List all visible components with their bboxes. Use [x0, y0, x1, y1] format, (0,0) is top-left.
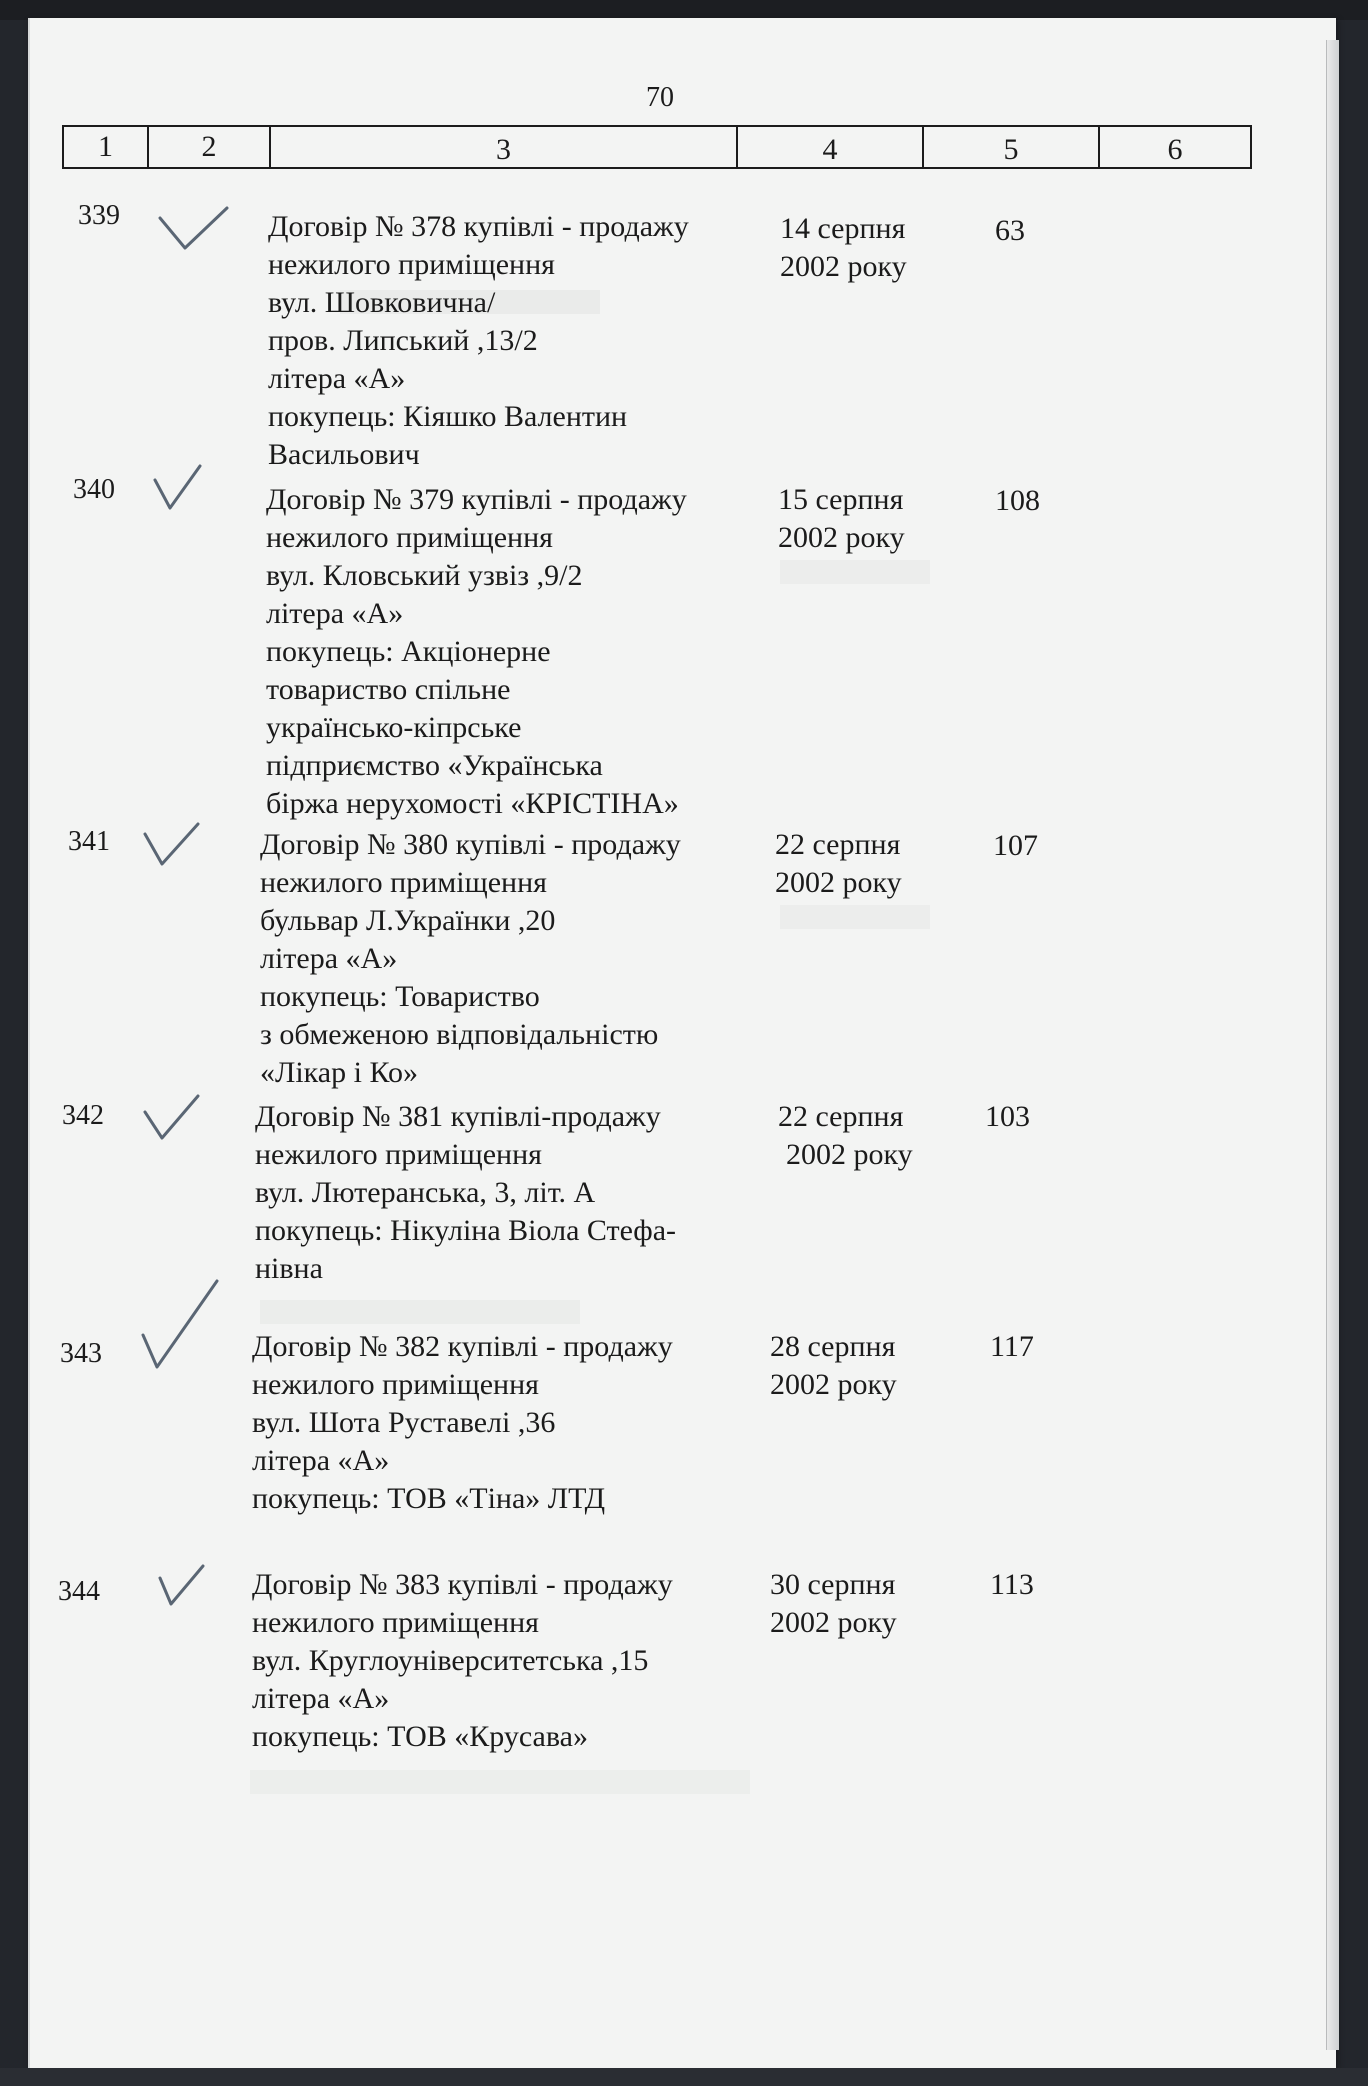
entry-number: 341: [68, 826, 110, 857]
header-cell: 4: [737, 126, 923, 168]
date-line: 30 серпня: [770, 1568, 896, 1601]
check-mark-icon: [140, 816, 205, 871]
description-line: нежилого приміщення: [268, 248, 555, 281]
date-line: 2002 року: [770, 1368, 897, 1401]
entry-description: [260, 826, 681, 1092]
entry-pages: 108: [995, 484, 1040, 517]
description-line: вул. Шота Руставелі ,36: [252, 1406, 556, 1439]
date-line: 22 серпня: [775, 828, 901, 861]
entry-date: [778, 481, 905, 557]
description-line: з обмеженою відповідальністю: [260, 1018, 659, 1051]
date-line: 2002 року: [778, 521, 905, 554]
header-row: [63, 126, 1251, 168]
page-edge: [1326, 40, 1339, 2050]
entry-number: 344: [58, 1576, 100, 1607]
entry-date: [770, 1566, 897, 1642]
description-line: літера «А»: [252, 1444, 390, 1477]
description-line: покупець: Кіяшко Валентин: [268, 400, 628, 433]
description-line: покупець: Акціонерне: [266, 635, 551, 668]
date-line: 15 серпня: [778, 483, 904, 516]
scan-top-border: [0, 0, 1368, 20]
page-number: 70: [646, 82, 674, 113]
description-line: покупець: Товариство: [260, 980, 540, 1013]
entry-pages: 103: [985, 1100, 1030, 1133]
header-cell: 6: [1099, 126, 1251, 168]
entry-description: [266, 481, 687, 823]
description-line: бульвар Л.Українки ,20: [260, 904, 556, 937]
check-mark-icon: [150, 460, 210, 515]
description-line: пров. Липський ,13/2: [268, 324, 538, 357]
description-line: літера «А»: [268, 362, 406, 395]
entry-date: [770, 1328, 897, 1404]
header-cell: 5: [923, 126, 1099, 168]
date-line: 2002 року: [775, 866, 902, 899]
bleed-through-mark: [780, 905, 930, 929]
description-line: нежилого приміщення: [252, 1368, 539, 1401]
description-line: літера «А»: [260, 942, 398, 975]
entry-date: [778, 1098, 913, 1174]
entry-pages: 113: [990, 1568, 1034, 1601]
check-mark-icon: [155, 1560, 210, 1610]
description-line: нежилого приміщення: [266, 521, 553, 554]
description-line: нівна: [255, 1252, 323, 1285]
description-line: нежилого приміщення: [255, 1138, 542, 1171]
description-line: Договір № 379 купівлі - продажу: [266, 483, 687, 516]
check-mark-icon: [135, 1275, 225, 1375]
bleed-through-mark: [250, 1770, 750, 1794]
header-cell: 1: [63, 126, 148, 168]
description-line: покупець: Нікуліна Віола Стефа-: [255, 1214, 677, 1247]
description-line: Договір № 380 купівлі - продажу: [260, 828, 681, 861]
description-line: вул. Лютеранська, 3, літ. А: [255, 1176, 596, 1209]
entry-pages: 107: [993, 829, 1038, 862]
description-line: українсько-кіпрське: [266, 711, 522, 744]
entry-pages: 63: [995, 214, 1025, 247]
description-line: товариство спільне: [266, 673, 511, 706]
entry-number: 342: [62, 1100, 104, 1131]
date-line: 22 серпня: [778, 1100, 904, 1133]
check-mark-icon: [155, 200, 235, 255]
scan-bottom-border: [0, 2068, 1368, 2086]
header-cell: 2: [148, 126, 270, 168]
description-line: Васильович: [268, 438, 420, 471]
entry-number: 343: [60, 1338, 102, 1369]
description-line: покупець: ТОВ «Тіна» ЛТД: [252, 1482, 606, 1515]
description-line: покупець: ТОВ «Крусава»: [252, 1720, 588, 1753]
entry-date: [775, 826, 902, 902]
entry-description: [255, 1098, 676, 1288]
description-line: Договір № 383 купівлі - продажу: [252, 1568, 673, 1601]
entry-number: 339: [78, 200, 120, 231]
description-line: вул. Кловський узвіз ,9/2: [266, 559, 583, 592]
header-cell: 3: [270, 126, 737, 168]
description-line: підприємство «Українська: [266, 749, 603, 782]
date-line: 28 серпня: [770, 1330, 896, 1363]
description-line: літера «А»: [252, 1682, 390, 1715]
description-line: вул. Круглоуніверситетська ,15: [252, 1644, 649, 1677]
check-mark-icon: [140, 1090, 205, 1145]
description-line: біржа нерухомості «КРІСТІНА»: [266, 787, 679, 820]
bleed-through-mark: [260, 1300, 580, 1324]
date-line: 2002 року: [770, 1606, 897, 1639]
description-line: Договір № 382 купівлі - продажу: [252, 1330, 673, 1363]
entry-number: 340: [73, 474, 115, 505]
date-line: 2002 року: [786, 1138, 913, 1171]
description-line: літера «А»: [266, 597, 404, 630]
date-line: 14 серпня: [780, 212, 906, 245]
description-line: «Лікар і Ко»: [260, 1056, 418, 1089]
entry-description: [268, 208, 689, 474]
description-line: Договір № 378 купівлі - продажу: [268, 210, 689, 243]
entry-description: [252, 1328, 673, 1518]
description-line: Договір № 381 купівлі-продажу: [255, 1100, 661, 1133]
description-line: нежилого приміщення: [252, 1606, 539, 1639]
date-line: 2002 року: [780, 250, 907, 283]
description-line: нежилого приміщення: [260, 866, 547, 899]
bleed-through-mark: [780, 560, 930, 584]
entry-description: [252, 1566, 673, 1756]
entry-date: [780, 210, 907, 286]
description-line: вул. Шовковична/: [268, 286, 496, 319]
column-header-table: [62, 125, 1252, 169]
entry-pages: 117: [990, 1330, 1034, 1363]
